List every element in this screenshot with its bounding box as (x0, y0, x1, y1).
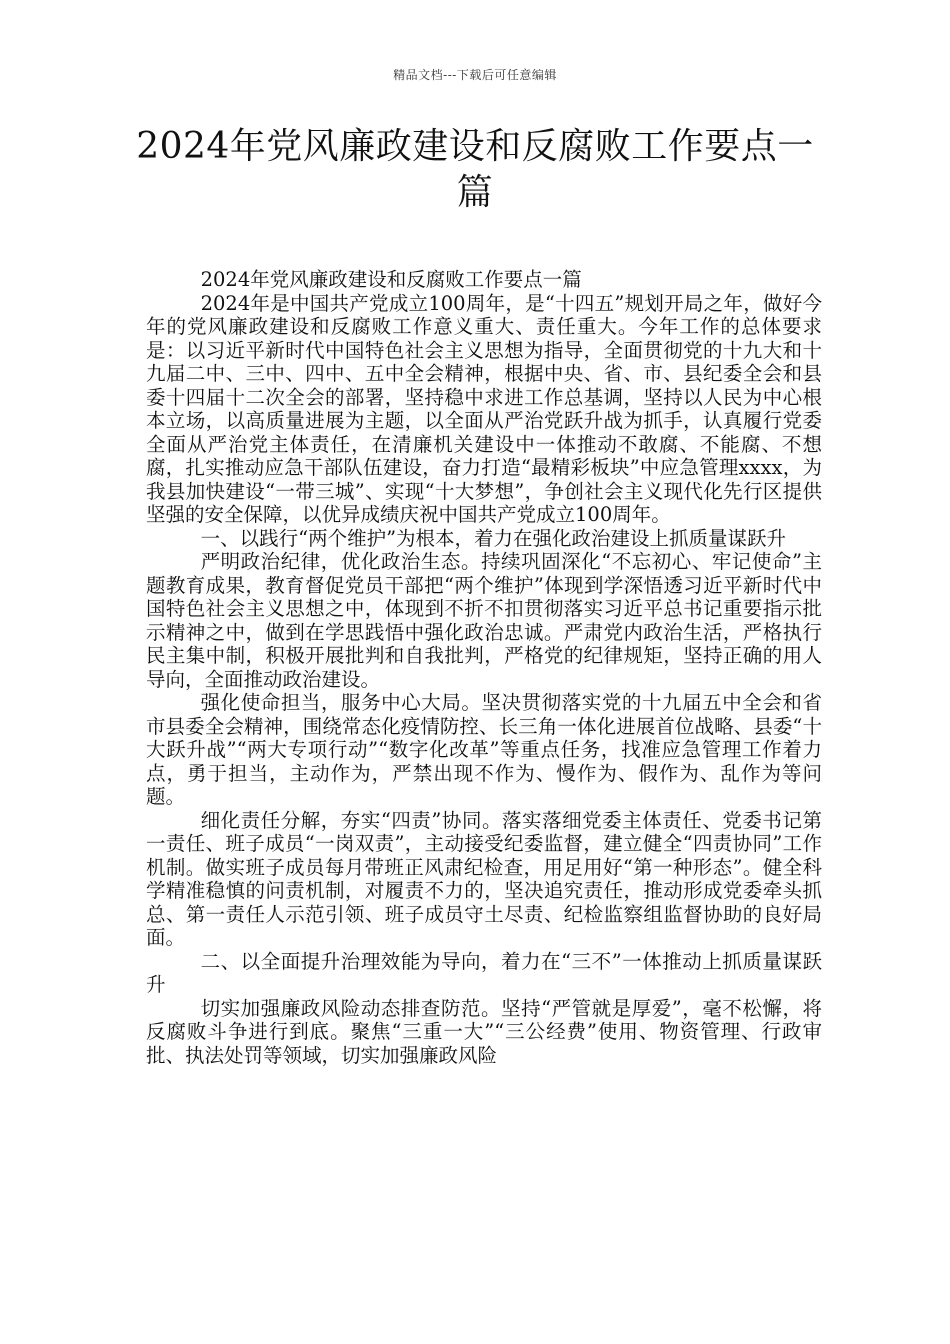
body-paragraph: 严明政治纪律，优化政治生态。持续巩固深化“不忘初心、牢记使命”主题教育成果，教育督促党员干部把“两个维护”体现到学深悟透习近平新时代中国特色社会主义思想之中，体现到不折不扣贯彻落实习近平总书记重要指示批示精神之中，做到在学思践悟中强化政治忠诚。严肃党内政治生活，严格执行民主集中制，积极开展批判和自我批判，严格党的纪律规矩，坚持正确的用人导向，全面推动政治建设。 (146, 550, 822, 691)
document-title: 2024年党风廉政建设和反腐败工作要点一篇 (136, 126, 814, 213)
document-body (146, 268, 822, 1067)
intro-paragraph: 2024年是中国共产党成立100周年，是“十四五”规划开局之年，做好今年的党风廉政建设和反腐败工作意义重大、责任重大。今年工作的总体要求是：以习近平新时代中国特色社会主义思想为指导，全面贯彻党的十九大和十九届二中、三中、四中、五中全会精神，根据中央、省、市、县纪委全会和县委十四届十二次全会的部署，坚持稳中求进工作总基调，坚持以人民为中心根本立场，以高质量进展为主题，以全面从严治党跃升战为抓手，认真履行党委全面从严治党主体责任，在清廉机关建设中一体推动不敢腐、不能腐、不想腐，扎实推动应急干部队伍建设，奋力打造“最精彩板块”中应急管理xxxx，为我县加快建设“一带三城”、实现“十大梦想”，争创社会主义现代化先行区提供坚强的安全保障，以优异成绩庆祝中国共产党成立100周年。 (146, 291, 822, 526)
section-heading-2: 二、以全面提升治理效能为导向，着力在“三不”一体推动上抓质量谋跃升 (146, 949, 822, 996)
body-paragraph: 切实加强廉政风险动态排查防范。坚持“严管就是厚爱”，毫不松懈，将反腐败斗争进行到底。聚焦“三重一大”“三公经费”使用、物资管理、行政审批、执法处罚等领域，切实加强廉政风险 (146, 996, 822, 1067)
body-paragraph: 强化使命担当，服务中心大局。坚决贯彻落实党的十九届五中全会和省市县委全会精神，围绕常态化疫情防控、长三角一体化进展首位战略、县委“十大跃升战”“两大专项行动”“数字化改革”等重点任务，找准应急管理工作着力点，勇于担当，主动作为，严禁出现不作为、慢作为、假作为、乱作为等问题。 (146, 691, 822, 808)
page-header-note: 精品文档---下载后可任意编辑 (393, 68, 557, 82)
subtitle-paragraph: 2024年党风廉政建设和反腐败工作要点一篇 (200, 268, 582, 291)
body-paragraph: 细化责任分解，夯实“四责”协同。落实落细党委主体责任、党委书记第一责任、班子成员“一岗双责”，主动接受纪委监督，建立健全“四责协同”工作机制。做实班子成员每月带班正风肃纪检查，用足用好“第一种形态”。健全科学精准稳慎的问责机制，对履责不力的，坚决追究责任，推动形成党委牵头抓总、第一责任人示范引领、班子成员守土尽责、纪检监察组监督协助的良好局面。 (146, 808, 822, 949)
section-heading-1: 一、以践行“两个维护”为根本，着力在强化政治建设上抓质量谋跃升 (200, 526, 787, 550)
